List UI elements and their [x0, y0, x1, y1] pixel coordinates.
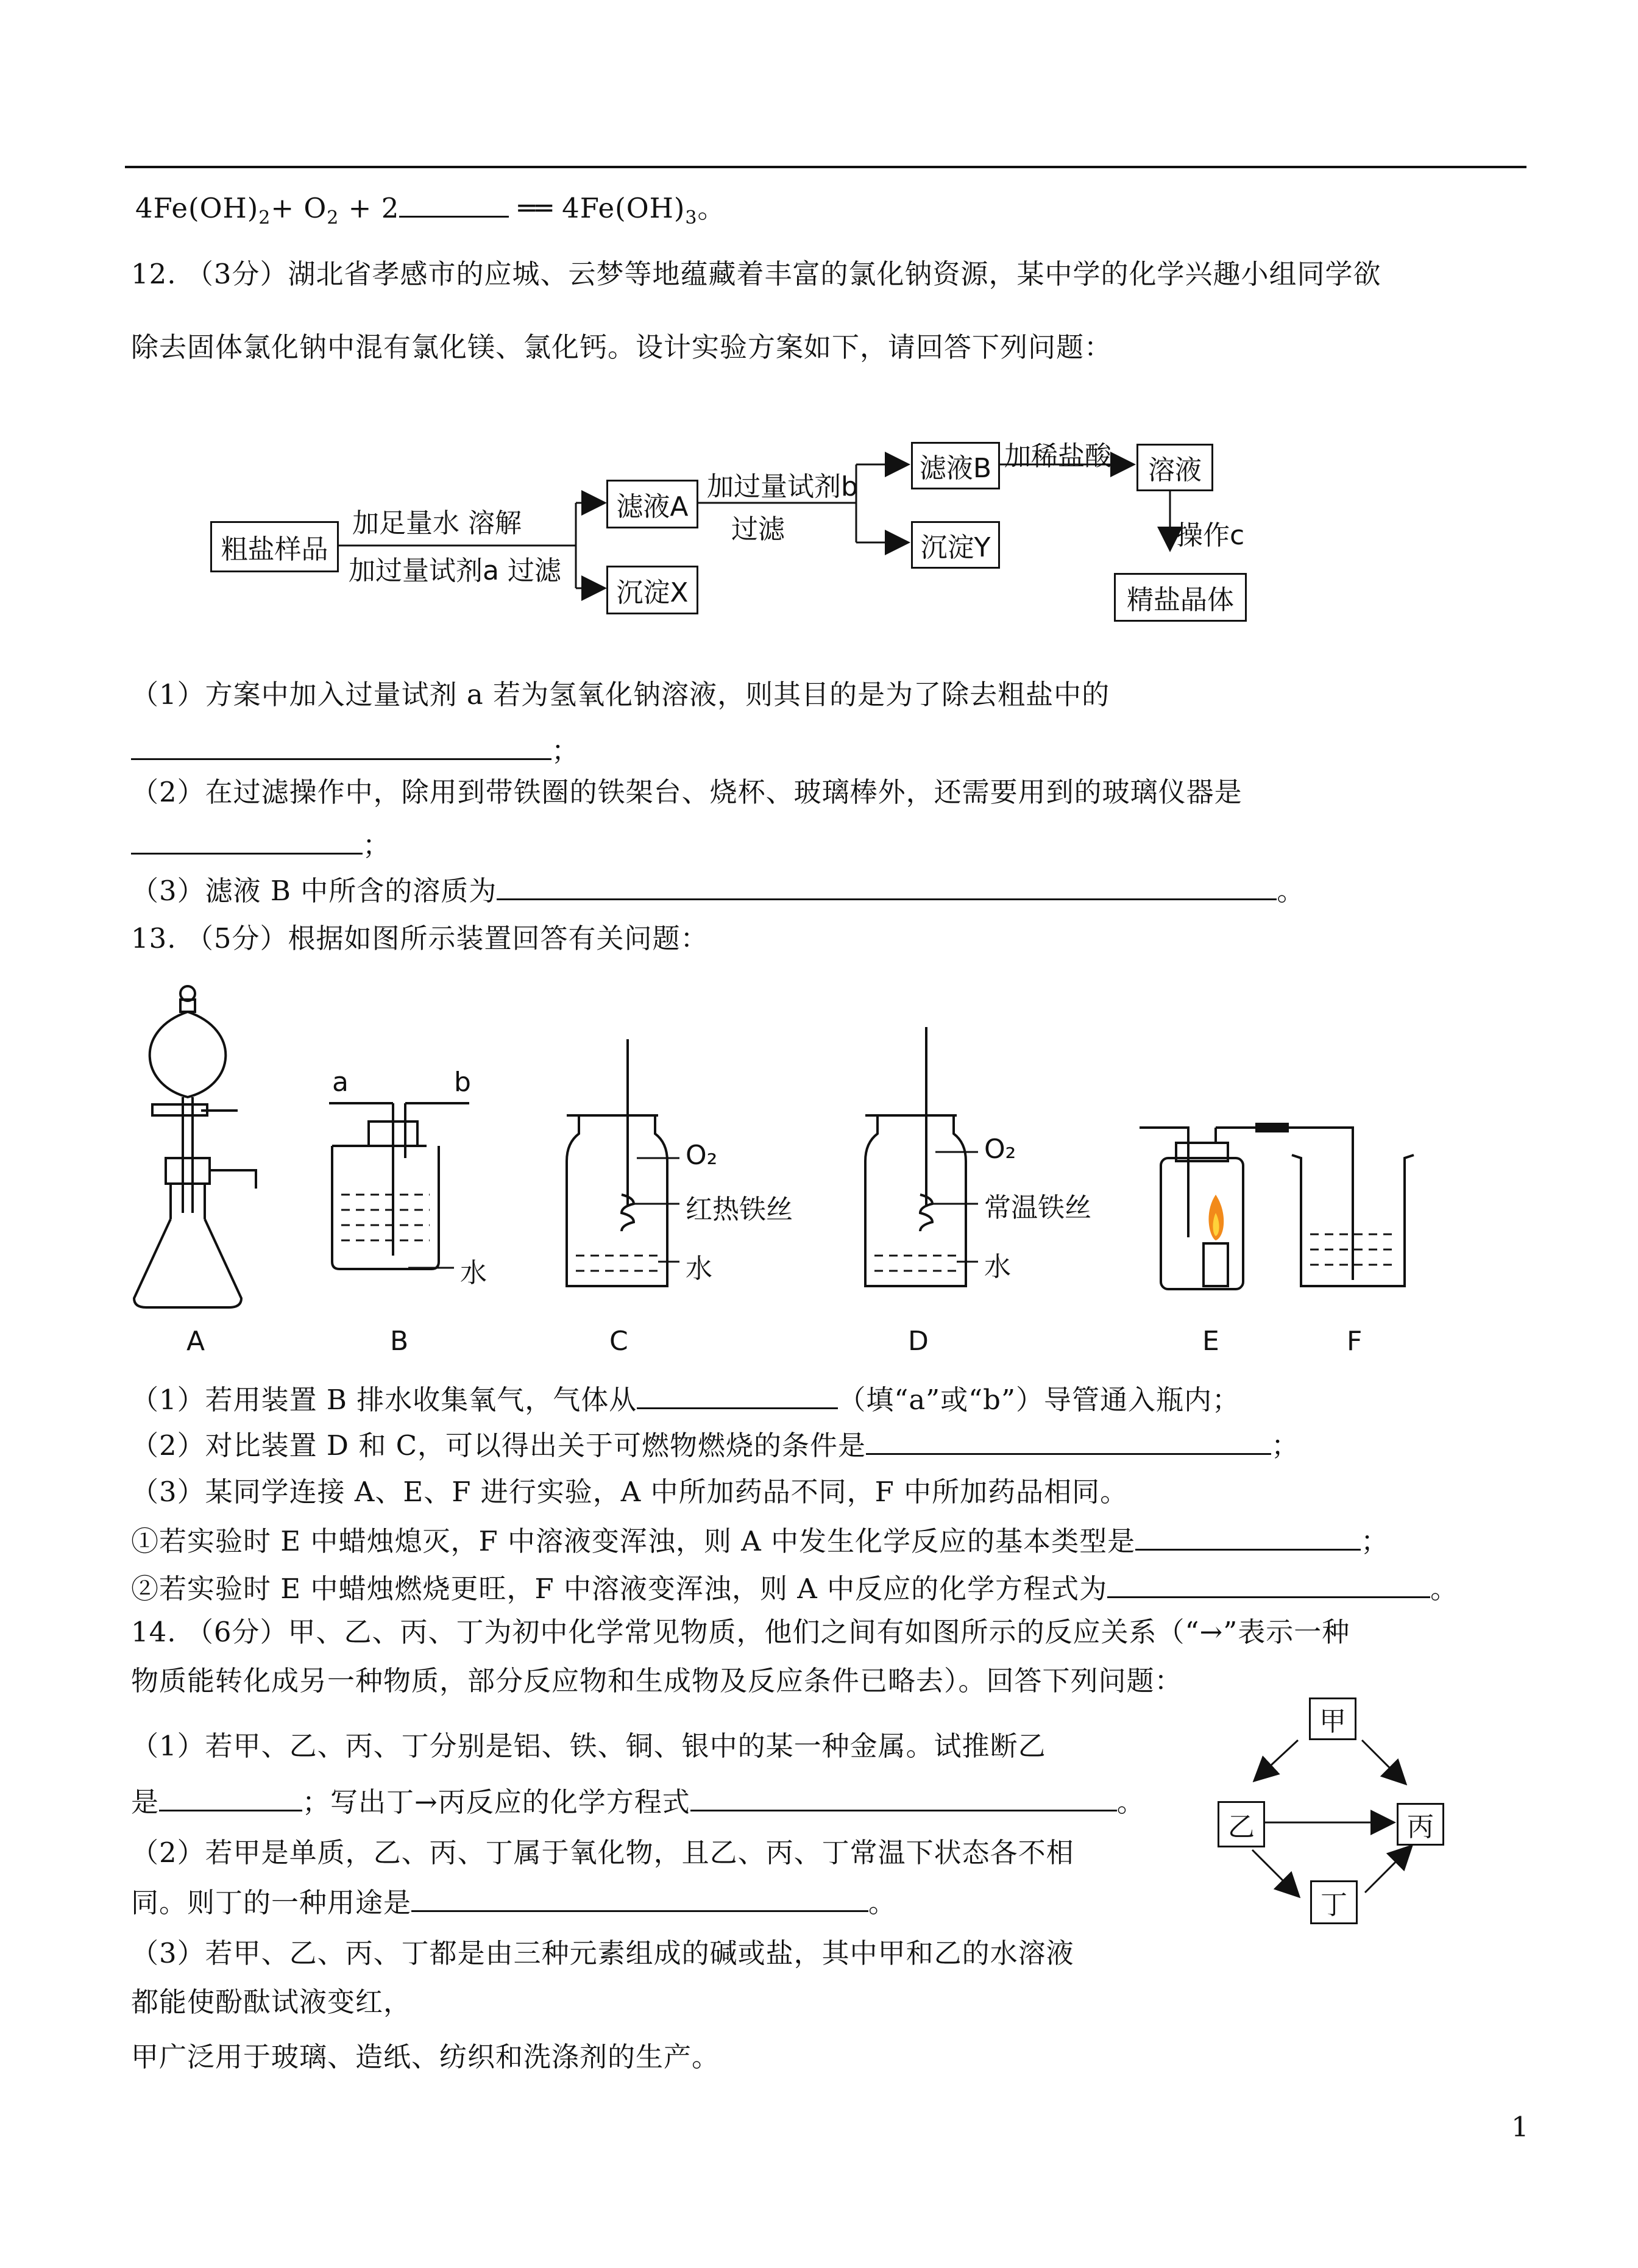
q14-sub2-answer: 同。则丁的一种用途是 。	[131, 1883, 896, 1921]
q13-sub3-1: ①若实验时 E 中蜡烛熄灭，F 中溶液变浑浊，则 A 中发生化学反应的基本类型是 ；	[131, 1522, 1389, 1560]
filtrate-b-box: 滤液B	[911, 442, 1000, 489]
equation-line: $4Fe(OH)_2+ O_2 + 2$ ══ $4Fe(OH)_3$。	[135, 189, 726, 236]
q13-sub2: （2）对比装置 D 和 C，可以得出关于可燃物燃烧的条件是 ；	[131, 1426, 1299, 1464]
q14-sub3: （3）若甲、乙、丙、丁都是由三种元素组成的碱或盐，其中甲和乙的水溶液	[131, 1937, 1074, 1969]
node-yi: 乙	[1218, 1801, 1265, 1847]
q14-line1: 14. （6分）甲、乙、丙、丁为初中化学常见物质，他们之间有如图所示的反应关系（“→”表示一种	[131, 1616, 1350, 1648]
fine-salt-box: 精盐晶体	[1114, 573, 1247, 622]
q14-sub2: （2）若甲是单质，乙、丙、丁属于氧化物，且乙、丙、丁常温下状态各不相	[131, 1836, 1074, 1869]
page-number: 1	[1511, 2111, 1530, 2143]
caption-a: A	[186, 1326, 205, 1357]
caption-e: E	[1202, 1326, 1219, 1357]
caption-d: D	[908, 1326, 929, 1357]
step1-top-label: 加足量水 溶解	[352, 508, 522, 539]
step1-bottom-label: 加过量试剂a 过滤	[349, 555, 561, 586]
water-label-d: 水	[984, 1251, 1011, 1282]
q14-sub3-cont2: 甲广泛用于玻璃、造纸、纺织和洗涤剂的生产。	[131, 2041, 720, 2073]
q13-sub1: （1）若用装置 B 排水收集氧气，气体从 （填“a”或“b”）导管通入瓶内；	[131, 1381, 1240, 1418]
q12-line1: 12. （3分）湖北省孝感市的应城、云梦等地蕴藏着丰富的氯化钠资源，某中学的化学兴趣小组同学欲	[131, 258, 1381, 290]
q12-sub1-answer: ；	[131, 731, 580, 769]
q14-sub3-cont: 都能使酚酞试液变红，	[131, 1986, 412, 2018]
q12-sub3: （3）滤液 B 中所含的溶质为 。	[131, 872, 1305, 909]
tube-label-b: b	[454, 1067, 471, 1098]
step2-top-label: 加过量试剂b	[707, 471, 858, 502]
raw-salt-box: 粗盐样品	[210, 521, 339, 572]
iron-label-c: 红热铁丝	[686, 1194, 793, 1225]
o2-label-c: O₂	[686, 1140, 718, 1171]
precipitate-x-box: 沉淀X	[606, 566, 698, 614]
water-label-c: 水	[686, 1253, 712, 1284]
q14-line2: 物质能转化成另一种物质，部分反应物和生成物及反应条件已略去）。回答下列问题：	[131, 1665, 1183, 1697]
step4-label: 操作c	[1176, 520, 1245, 551]
q12-sub1: （1）方案中加入过量试剂 a 若为氢氧化钠溶液，则其目的是为了除去粗盐中的	[131, 678, 1110, 711]
solution-box: 溶液	[1136, 444, 1213, 491]
q14-sub1: （1）若甲、乙、丙、丁分别是铝、铁、铜、银中的某一种金属。试推断乙	[131, 1730, 1046, 1762]
precipitate-y-box: 沉淀Y	[911, 521, 1000, 569]
o2-label-d: O₂	[984, 1134, 1016, 1165]
iron-label-d: 常温铁丝	[984, 1192, 1091, 1223]
q12-line2: 除去固体氯化钠中混有氯化镁、氯化钙。设计实验方案如下，请回答下列问题：	[131, 331, 1113, 363]
node-jia: 甲	[1309, 1697, 1356, 1740]
q13-sub3: （3）某同学连接 A、E、F 进行实验，A 中所加药品不同，F 中所加药品相同。	[131, 1476, 1129, 1508]
q13-sub3-2: ②若实验时 E 中蜡烛燃烧更旺，F 中溶液变浑浊，则 A 中反应的化学方程式为 。	[131, 1569, 1458, 1607]
caption-c: C	[609, 1326, 628, 1357]
q13-title: 13. （5分）根据如图所示装置回答有关问题：	[131, 922, 709, 954]
caption-b: B	[390, 1326, 409, 1357]
q14-sub1-answer: 是 ；写出丁→丙反应的化学方程式 。	[131, 1783, 1145, 1821]
node-ding: 丁	[1310, 1880, 1358, 1924]
tube-label-a: a	[332, 1067, 349, 1098]
step3-label: 加稀盐酸	[1004, 441, 1112, 472]
q12-sub2-answer: ；	[131, 826, 391, 864]
step2-bottom-label: 过滤	[731, 514, 785, 545]
q12-sub2: （2）在过滤操作中，除用到带铁圈的铁架台、烧杯、玻璃棒外，还需要用到的玻璃仪器是	[131, 776, 1243, 808]
node-bing: 丙	[1397, 1803, 1444, 1846]
caption-f: F	[1347, 1326, 1363, 1357]
water-label-b: 水	[460, 1257, 487, 1289]
filtrate-a-box: 滤液A	[606, 480, 698, 528]
